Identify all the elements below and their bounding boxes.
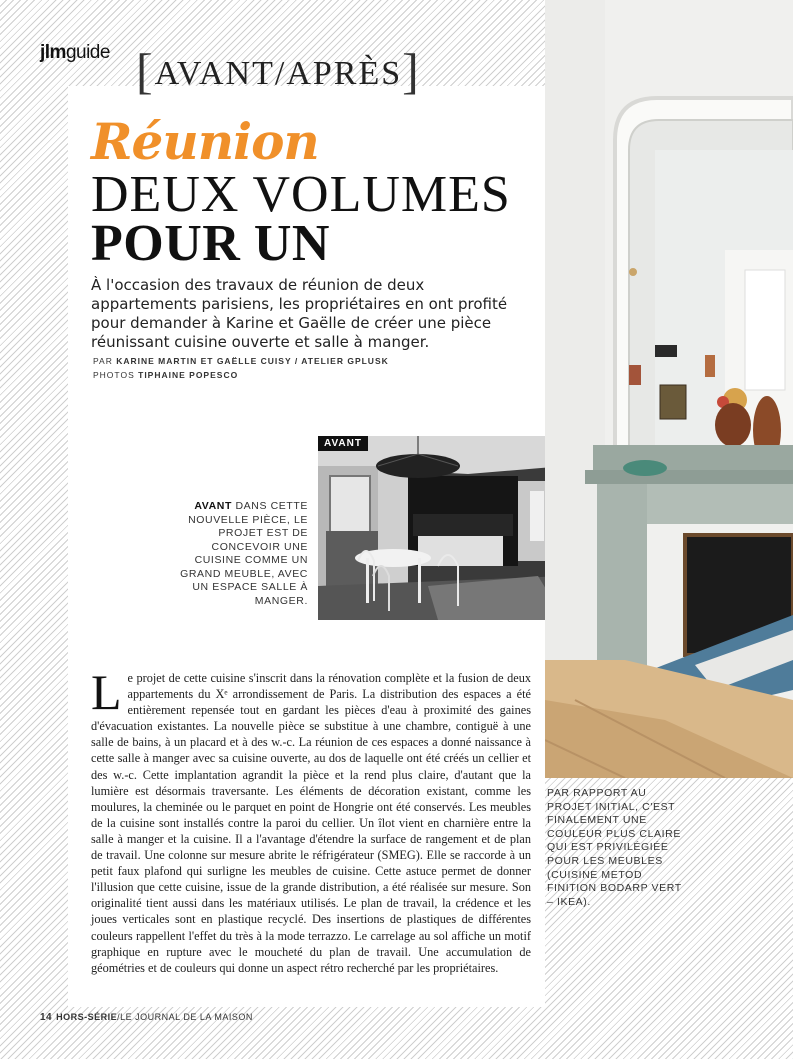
article-body: Le projet de cette cuisine s'inscrit dans la rénovation complète et la fusion de deux appartements du Xᵉ arrondissement de Paris. La distribution des espaces a été entièrement repensée tout en gardant les pièces d'eau à proximité des gaines d'évacuation existantes. La nouvelle pièce se substitue à une chambre, contiguë à une salle de bains, à un placard et à des w.-c. La réunion de ces espaces a donné naissance à cette salle à manger avec sa cuisine ouverte, au dos de laquelle ont été créés un cellier et des w.-c. Cette implantation agrandit la pièce et la rend plus claire, d'autant que la lumière est désormais traversante. Les éléments de décoration existant, comme les moulures, la cheminée ou le parquet en point de Hongrie ont été conservés. Les meubles de la cuisine sont installés contre la paroi du cellier. Un îlot vient en charnière entre la salle à manger et la cuisine. Il a l'avantage d'étendre la surface de rangement et de plan de travail. Une colonne sur mesure abrite le réfrigérateur (SMEG). Elle se raccorde à un petit faux plafond qui surligne les meubles de cuisine. Cette astuce permet de donner l'illusion que cette cuisine, issue de la grande distribution, a été réalisée sur mesure. Son originalité tient aussi dans les matériaux utilisés. Le plan de travail, la crédence et les joues verticales sont en plastique recyclé. Des insertions de plastiques de différentes couleurs rappellent l'effet du très à la mode terrazzo. Le carrelage au sol affiche un motif graphique en rupture avec le moucheté du plan de travail. Une accumulation de géométries et de couleurs qui donne un aspect rétro recherché par les propriétaires. [91,664,531,975]
author-credit: PAR KARINE MARTIN ET GAËLLE CUISY / ATELIER GPLUSK [93,356,389,366]
page-footer: 14 HORS-SÉRIE/LE JOURNAL DE LA MAISON [40,1012,253,1023]
before-photo [318,436,565,620]
title-line-2: POUR UN [91,215,330,272]
section-name: AVANT/APRÈS [154,55,403,92]
main-photo-caption: PAR RAPPORT AU PROJET INITIAL, C'EST FINALEMENT UNE COULEUR PLUS CLAIRE QUI EST PRIVILÉGIÉE POUR LES MEUBLES (CUISINE METOD FINITION BODARP VERT – IKEA). [547,787,682,908]
title-line-1: DEUX VOLUMES [91,166,511,223]
before-caption: AVANT DANS CETTE NOUVELLE PIÈCE, LE PROJET EST DE CONCEVOIR UNE CUISINE COMME UN GRAND MEUBLE, AVEC UN ESPACE SALLE À MANGER. [180,500,308,607]
photo-credit: PHOTOS TIPHAINE POPESCO [93,370,239,380]
before-tag: AVANT [318,436,368,451]
drop-cap: L [91,664,122,720]
title-accent: Réunion [91,112,319,171]
brand-logo: jlmguide [40,42,110,63]
page-number: 14 [40,1012,53,1023]
main-photo [545,0,793,778]
section-label: [AVANT/APRÈS] [136,43,421,99]
article-intro: À l'occasion des travaux de réunion de deux appartements parisiens, les propriétaires en ont profité pour demander à Karine et Gaëlle de créer une pièce réunissant cuisine ouverte et salle à manger. [91,276,508,351]
